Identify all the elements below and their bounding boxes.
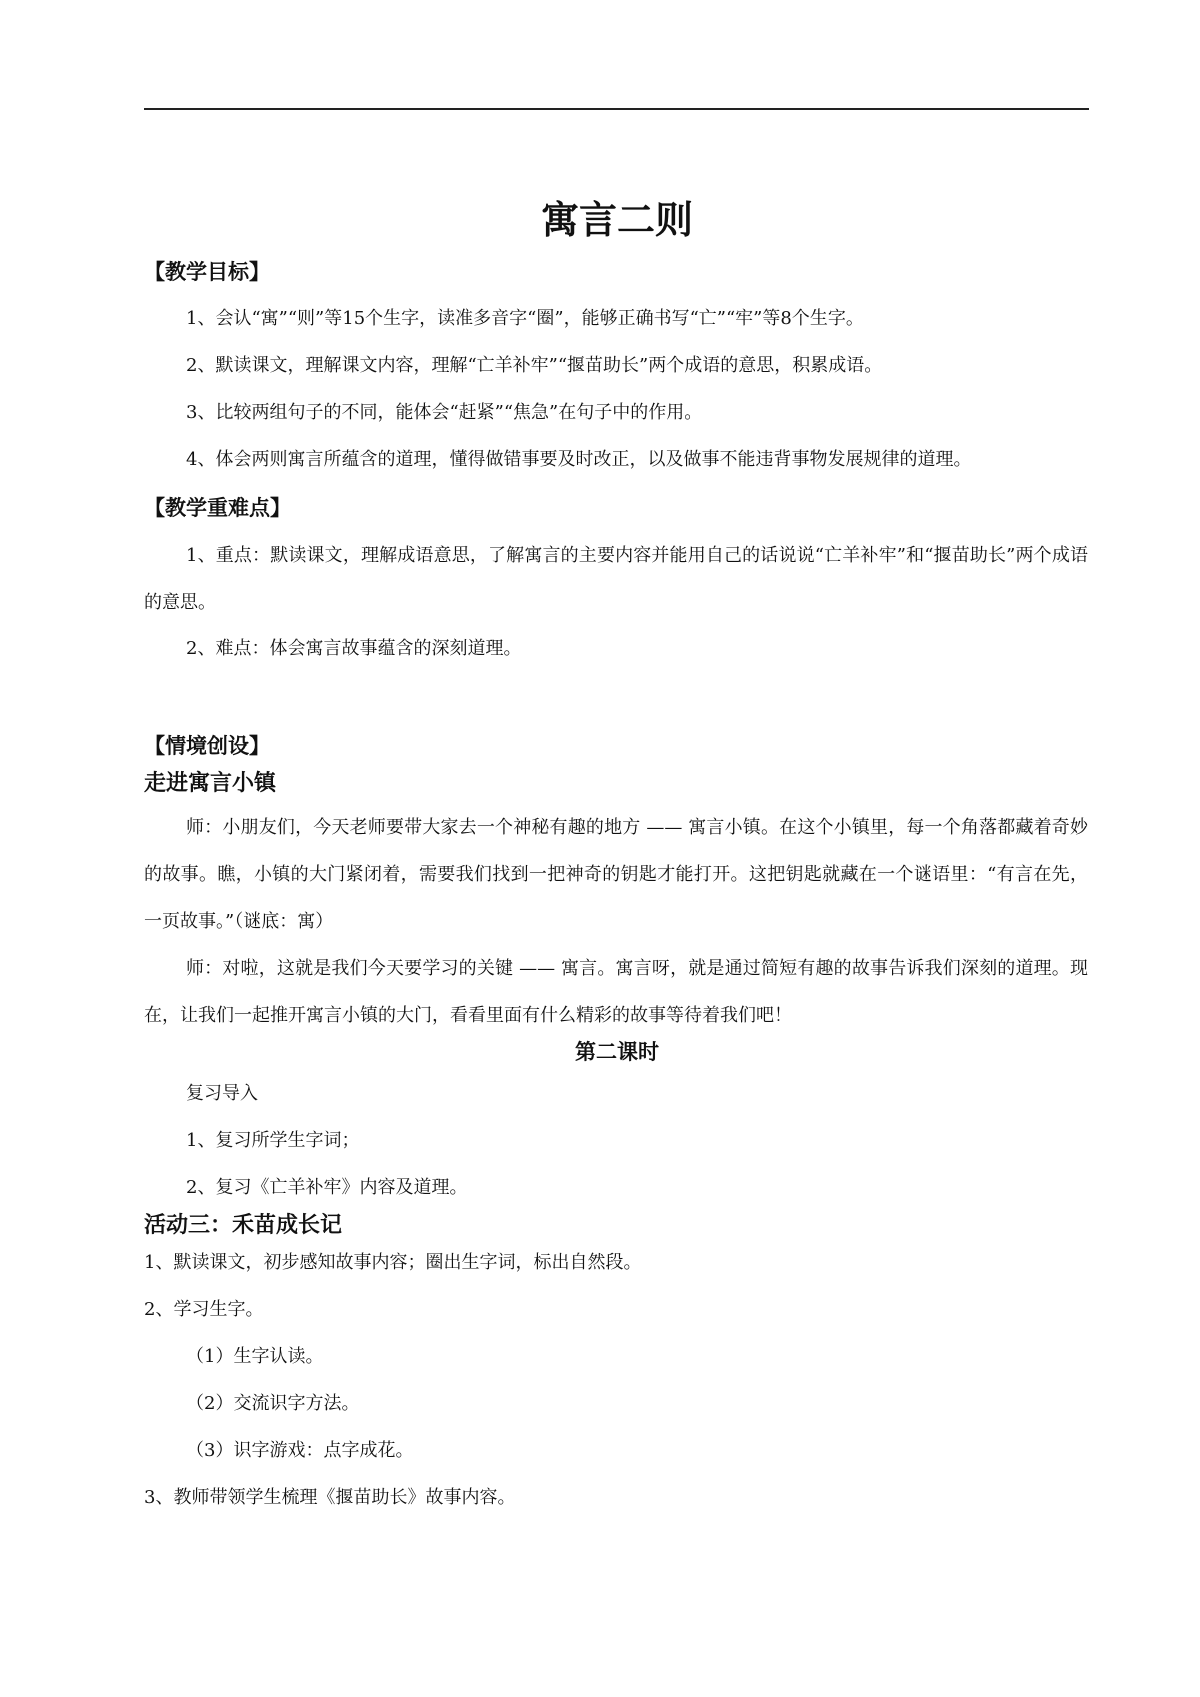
activity3-substep-2: （2）交流识字方法。 [186, 1393, 360, 1414]
key-point-1: 1、重点：默读课文，理解成语意思，了解寓言的主要内容并能用自己的话说说“亡羊补牢”和“揠苗助长”两个成语的意思。 [144, 545, 1088, 613]
activity3-step-1: 1、默读课文，初步感知故事内容；圈出生字词，标出自然段。 [144, 1252, 642, 1273]
goal-item-3: 3、比较两组句子的不同，能体会“赶紧”“焦急”在句子中的作用。 [186, 402, 703, 423]
review-title: 复习导入 [186, 1083, 258, 1104]
key-points-heading: 【教学重难点】 [144, 496, 291, 520]
activity3-substep-1: （1）生字认读。 [186, 1346, 324, 1367]
activity3-step-3: 3、教师带领学生梳理《揠苗助长》故事内容。 [144, 1487, 516, 1508]
activity3-step-2: 2、学习生字。 [144, 1299, 264, 1320]
header-rule [144, 108, 1089, 110]
activity3-heading: 活动三：禾苗成长记 [144, 1213, 343, 1238]
goal-item-1: 1、会认“寓”“则”等15个生字，读准多音字“圈”，能够正确书写“亡”“牢”等8个生字。 [186, 308, 864, 329]
scenario-subheading: 走进寓言小镇 [144, 771, 277, 796]
goal-item-2: 2、默读课文，理解课文内容，理解“亡羊补牢”“揠苗助长”两个成语的意思，积累成语。 [186, 355, 883, 376]
page-title: 寓言二则 [540, 198, 693, 242]
goal-item-4: 4、体会两则寓言所蕴含的道理，懂得做错事要及时改正，以及做事不能违背事物发展规律的道理。 [186, 449, 972, 470]
key-point-2: 2、难点：体会寓言故事蕴含的深刻道理。 [186, 638, 522, 659]
scenario-paragraph-1: 师：小朋友们，今天老师要带大家去一个神秘有趣的地方 —— 寓言小镇。在这个小镇里，每一个角落都藏着奇妙的故事。瞧，小镇的大门紧闭着，需要我们找到一把神奇的钥匙才能打开。这把钥匙就藏在一个谜语里：“有言在先，一页故事。”（谜底：寓） [144, 817, 1088, 932]
scenario-paragraph-2: 师：对啦，这就是我们今天要学习的关键 —— 寓言。寓言呀，就是通过简短有趣的故事告诉我们深刻的道理。现在，让我们一起推开寓言小镇的大门，看看里面有什么精彩的故事等待着我们吧！ [144, 958, 1088, 1026]
scenario-heading: 【情境创设】 [144, 734, 270, 758]
review-item-1: 1、复习所学生字词； [186, 1130, 360, 1151]
review-item-2: 2、复习《亡羊补牢》内容及道理。 [186, 1177, 468, 1198]
goals-heading: 【教学目标】 [144, 260, 270, 284]
lesson2-heading: 第二课时 [575, 1040, 659, 1064]
activity3-substep-3: （3）识字游戏：点字成花。 [186, 1440, 414, 1461]
